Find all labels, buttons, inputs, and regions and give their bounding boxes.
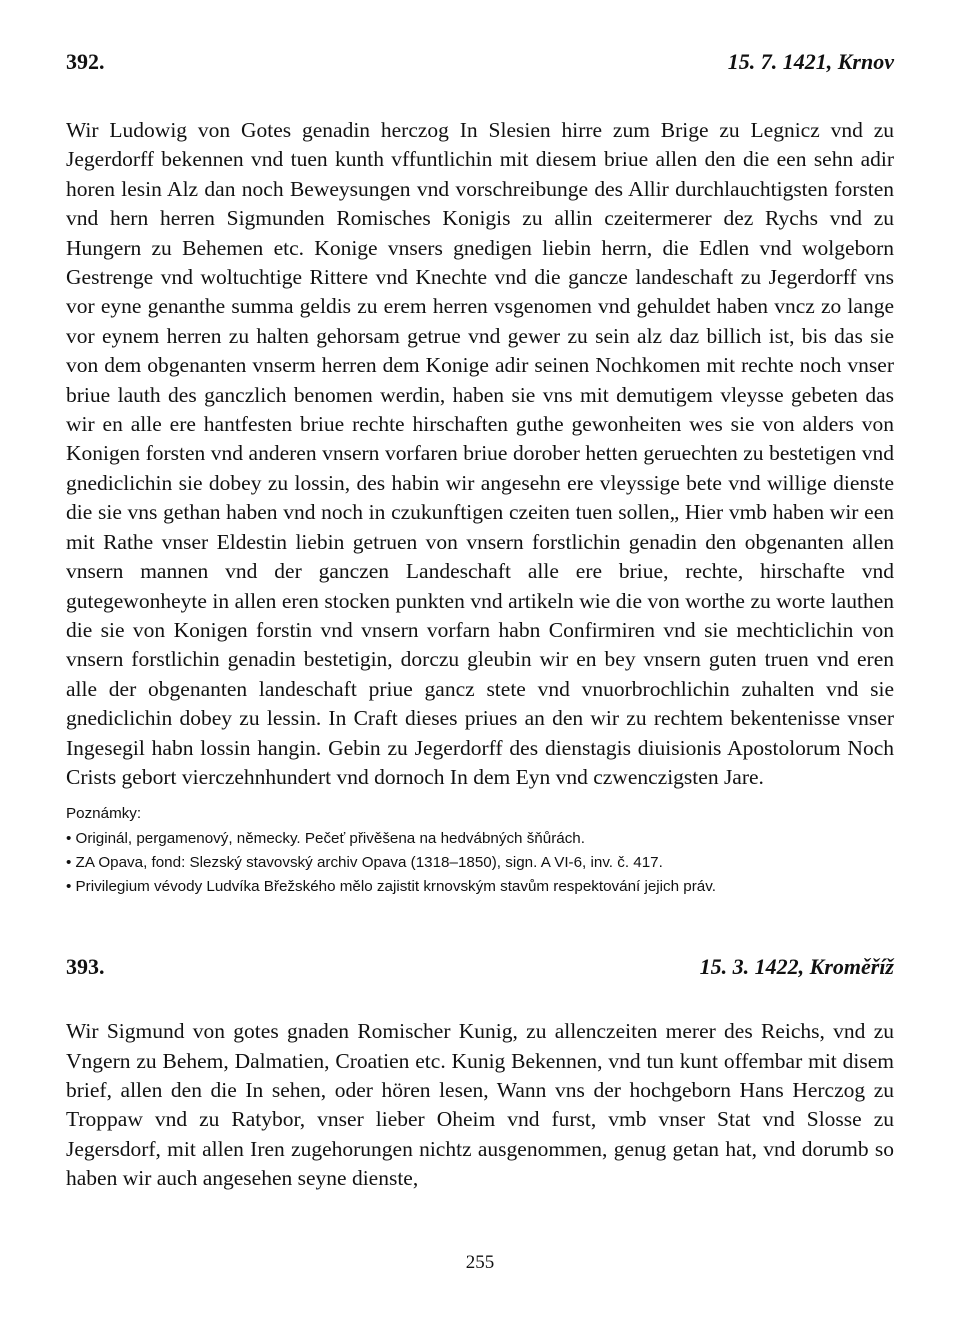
note-item: • Privilegium vévody Ludvíka Břežského mělo zajistit krnovským stavům respektování jejich práv. bbox=[66, 875, 894, 899]
document-393 bbox=[66, 953, 894, 1193]
document-date-place: 15. 3. 1422, Kroměříž bbox=[699, 954, 894, 980]
page-content bbox=[66, 48, 894, 1194]
note-item: • Originál, pergamenový, německy. Pečeť přivěšena na hedvábných šňůrách. bbox=[66, 827, 894, 851]
document-text: Wir Ludowig von Gotes genadin herczog In Slesien hirre zum Brige zu Legnicz vnd zu Jegerdorff bekennen vnd tuen kunth vffuntlichin mit diesem briue allen den die een sehn adir horen lesin Alz dan noch Beweysungen vnd vorschreibunge des Allir durchlauchtigsten forsten vnd hern herren Sigmunden Romisches Konigis zu allin czeitermerer dez Rychs vnd zu Hungern zu Behemen etc. Konige vnsers gnedigen liebin herrn, die Edlen vnd wolgeborn Gestrenge vnd woltuchtige Rittere vnd Knechte vnd die gancze landeschaft zu Jegerdorff vns vor eyne genanthe summa geldis zu erem herren vsgenomen vnd gehuldet haben vncz zo lange vor eynem herren zu halten gehorsam getrue vnd gewer zu sein alz daz billich ist, bis das sie von dem obgenanten vnserm herren dem Konige adir seinen Nochkomen mit rechte noch vnser briue lauth des ganczlich benomen werdin, haben sie vns mit demutigem vleysse gebeten das wir en alle ere hantfesten briue rechte hirschaften guthe gewonheiten wes sie von alders von Konigen forsten vnd anderen vnsern vorfaren briue dorober hetten geruechten zu bestetigen vnd gnediclichin sie dobey zu lossin, des habin wir angesehn ere vleyssige bete vnd willige dienste die sie vns gethan haben vnd noch in czukunftigen czeiten tuen sollen„ Hier vmb haben wir een mit Rathe vnser Eldestin liebin getruen von vnsern forstlichin genadin den obgenanten allen vnsern mannen vnd der ganczen Landeschaft alle ere briue, rechte, hirschafte vnd gutegewonheyte in allen eren stocken punkten vnd artikeln wie die von worthe zu worte lauthen die sie von Konigen forstin vnd vnsern vorfarn habn Confirmiren vnd sie mechticlichin von vnsern forstlichin genadin bestetigin, dorczu gleubin wir en bey vnsern guten truen vnd eren alle der obgenanten landeschaft priue gancz stete vnd vnuorbrochlichin zuhalten vnd sie gnediclichin dobey zu lessin. In Craft dieses priues an den wir zu rechtem bekentenisse vnser Ingesegil habn lossin hangin. Gebin zu Jegerdorff des dienstagis diuisionis Apostolorum Noch Crists gebort vierczehnhundert vnd dornoch In dem Eyn vnd czwenczigsten Jare. bbox=[66, 118, 894, 789]
page-number: 255 bbox=[465, 1252, 495, 1273]
note-item: • ZA Opava, fond: Slezský stavovský archiv Opava (1318–1850), sign. A VI-6, inv. č. 417. bbox=[66, 851, 894, 875]
document-392 bbox=[66, 48, 894, 899]
notes bbox=[66, 802, 894, 899]
document-number: 392. bbox=[66, 49, 105, 74]
document-date-place: 15. 7. 1421, Krnov bbox=[727, 49, 894, 74]
notes-heading: Poznámky: bbox=[66, 805, 142, 823]
document-text: Wir Sigmund von gotes gnaden Romischer Kunig, zu allenczeiten merer des Reichs, vnd zu Vngern zu Behem, Dalmatien, Croatien etc. Kunig Bekennen, vnd tun kunt offembar mit disem brief, allen den die In sehen, oder hören lesen, Wann vns der hochgeborn Hans Herczog zu Troppaw vnd zu Ratybor, vnser lieber Oheim vnd furst, vmb vnser Stat vnd Slosse zu Jegersdorf, mit allen Iren zugehorungen nichtz ausgenommen, genug getan hat, vnd dorumb so haben wir auch angesehen seyne dienste, bbox=[66, 1019, 894, 1191]
document-number: 393. bbox=[66, 954, 105, 980]
document-header bbox=[66, 953, 894, 981]
document-header bbox=[66, 48, 894, 76]
